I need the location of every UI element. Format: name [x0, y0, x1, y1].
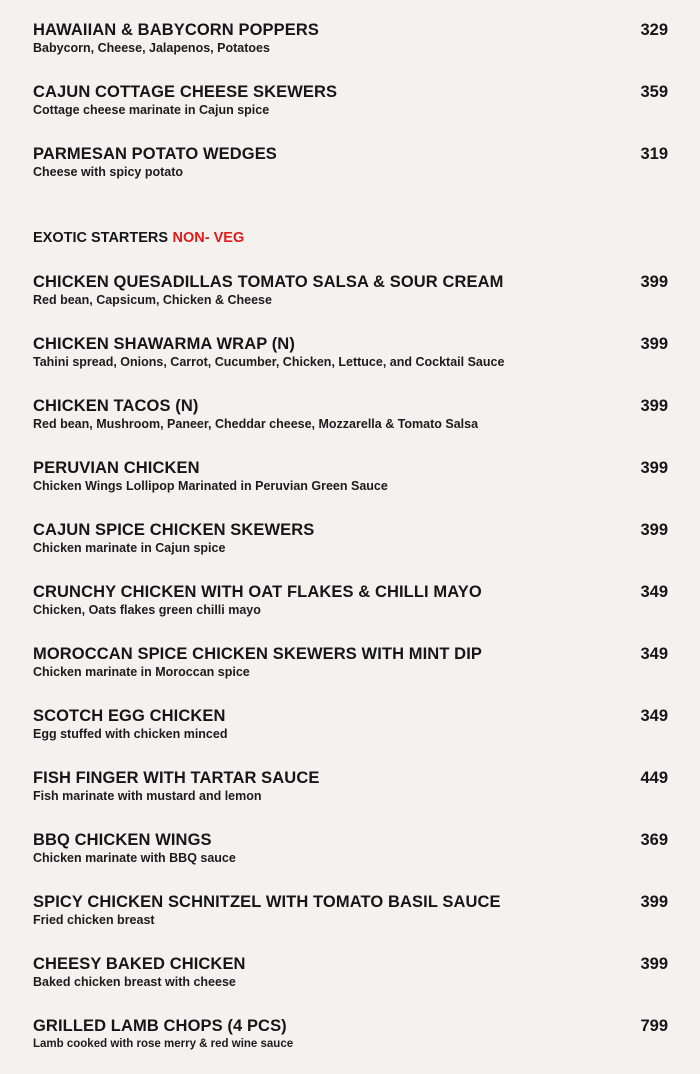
item-description: Chicken, Oats flakes green chilli mayo: [33, 603, 261, 617]
item-name: CHICKEN SHAWARMA WRAP (N): [33, 335, 295, 353]
item-price: 319: [640, 145, 668, 163]
menu-item: [33, 82, 668, 118]
item-description: Baked chicken breast with cheese: [33, 975, 236, 989]
item-price: 349: [640, 583, 668, 601]
item-price: 449: [640, 769, 668, 787]
item-price: 399: [640, 397, 668, 415]
item-price: 799: [640, 1017, 668, 1035]
section-title: EXOTIC STARTERS: [33, 230, 169, 246]
item-description: Chicken marinate in Moroccan spice: [33, 665, 250, 679]
item-description: Chicken marinate in Cajun spice: [33, 541, 226, 555]
item-description: Lamb cooked with rose merry & red wine sauce: [33, 1038, 294, 1050]
item-price: 399: [640, 459, 668, 477]
item-price: 399: [640, 335, 668, 353]
item-name: SCOTCH EGG CHICKEN: [33, 707, 226, 725]
item-name: CHEESY BAKED CHICKEN: [33, 955, 246, 973]
item-name: CHICKEN QUESADILLAS TOMATO SALSA & SOUR CREAM: [33, 273, 504, 291]
menu-item: [33, 644, 668, 680]
menu-item: [33, 334, 668, 370]
section-heading: [33, 229, 668, 247]
item-price: 349: [640, 707, 668, 725]
item-name: HAWAIIAN & BABYCORN POPPERS: [33, 21, 319, 39]
item-price: 359: [640, 83, 668, 101]
item-name: MOROCCAN SPICE CHICKEN SKEWERS WITH MINT DIP: [33, 645, 482, 663]
item-price: 349: [640, 645, 668, 663]
item-name: CHICKEN TACOS (N): [33, 397, 199, 415]
item-name: FISH FINGER WITH TARTAR SAUCE: [33, 769, 320, 787]
item-description: Cheese with spicy potato: [33, 165, 184, 179]
menu-item: [33, 520, 668, 556]
menu-item: [33, 768, 668, 804]
item-price: 329: [640, 21, 668, 39]
item-name: SPICY CHICKEN SCHNITZEL WITH TOMATO BASIL SAUCE: [33, 893, 501, 911]
item-description: Cottage cheese marinate in Cajun spice: [33, 103, 270, 117]
item-price: 399: [640, 955, 668, 973]
item-description: Chicken Wings Lollipop Marinated in Peruvian Green Sauce: [33, 479, 388, 493]
menu-item: [33, 458, 668, 494]
item-name: CAJUN SPICE CHICKEN SKEWERS: [33, 521, 315, 539]
item-name: GRILLED LAMB CHOPS (4 PCS): [33, 1017, 287, 1035]
item-name: PERUVIAN CHICKEN: [33, 459, 200, 477]
menu-item: [33, 272, 668, 308]
item-description: Fried chicken breast: [33, 913, 155, 927]
item-description: Chicken marinate with BBQ sauce: [33, 851, 236, 865]
item-name: PARMESAN POTATO WEDGES: [33, 145, 277, 163]
item-price: 369: [640, 831, 668, 849]
item-name: BBQ CHICKEN WINGS: [33, 831, 212, 849]
item-price: 399: [640, 521, 668, 539]
item-description: Babycorn, Cheese, Jalapenos, Potatoes: [33, 41, 270, 55]
item-price: 399: [640, 893, 668, 911]
item-name: CAJUN COTTAGE CHEESE SKEWERS: [33, 83, 338, 101]
item-price: 399: [640, 273, 668, 291]
menu-item: [33, 830, 668, 866]
menu-item: [33, 396, 668, 432]
menu-item: [33, 20, 668, 56]
item-description: Red bean, Mushroom, Paneer, Cheddar cheese, Mozzarella & Tomato Salsa: [33, 417, 479, 431]
item-description: Red bean, Capsicum, Chicken & Cheese: [33, 293, 272, 307]
item-name: CRUNCHY CHICKEN WITH OAT FLAKES & CHILLI MAYO: [33, 583, 482, 601]
section-highlight: NON- VEG: [172, 230, 245, 246]
menu-item: [33, 1016, 668, 1052]
item-description: Tahini spread, Onions, Carrot, Cucumber, Chicken, Lettuce, and Cocktail Sauce: [33, 355, 505, 369]
menu-item: [33, 892, 668, 928]
item-description: Fish marinate with mustard and lemon: [33, 789, 262, 803]
menu-item: [33, 144, 668, 180]
menu-item: [33, 954, 668, 990]
item-description: Egg stuffed with chicken minced: [33, 727, 228, 741]
menu-item: [33, 706, 668, 742]
menu-item: [33, 582, 668, 618]
